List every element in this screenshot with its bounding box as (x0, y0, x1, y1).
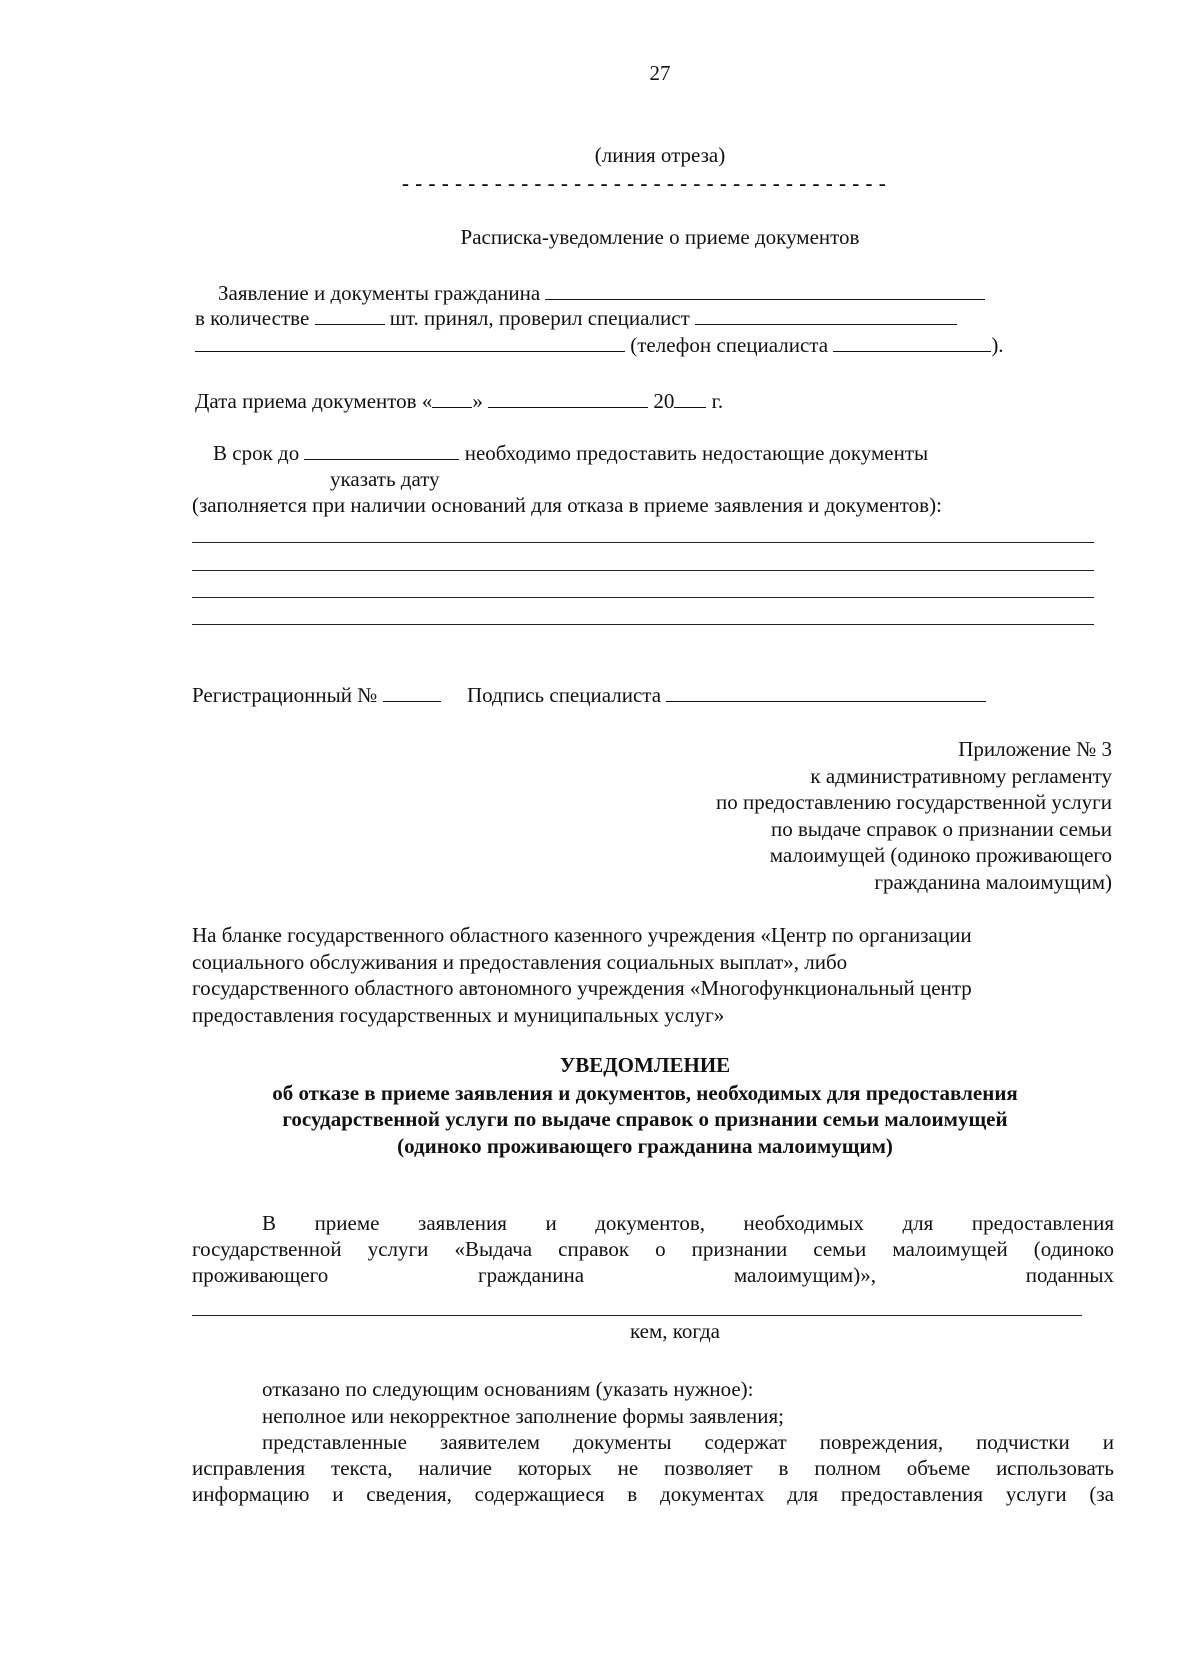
reason-blank-line-3[interactable] (192, 597, 1094, 598)
accepted-label: шт. принял, проверил специалист (389, 306, 690, 330)
notice-heading: УВЕДОМЛЕНИЕ (559, 1053, 731, 1077)
page-number: 27 (649, 61, 671, 85)
appendix-line: Приложение № 3 (958, 737, 1112, 761)
appendix-line: гражданина малоимущим) (874, 869, 1112, 894)
letterhead-line: государственного областного автономного учреждения «Многофункциональный центр (192, 976, 972, 1000)
appendix-line: к административному регламенту (810, 763, 1112, 788)
deadline-label: В срок до (213, 441, 300, 465)
receipt-line2 (195, 305, 957, 331)
reason-2-line-1: представленные заявителем документы содержат повреждения, подчистки и (262, 1430, 1114, 1454)
receipt-title: Расписка-уведомление о приеме документов (460, 225, 860, 249)
appendix-line: малоимущей (одиноко проживающего (769, 843, 1112, 867)
deadline-text: необходимо предоставить недостающие документы (464, 441, 929, 465)
reg-number-field[interactable] (383, 683, 441, 702)
notice-subheading-1: об отказе в приеме заявления и документов, необходимых для предоставления (272, 1081, 1018, 1105)
signature-label: Подпись специалиста (467, 683, 662, 707)
notice-subheading-3: (одиноко проживающего гражданина малоимущим) (397, 1134, 893, 1158)
date-quote-close: » (472, 389, 483, 413)
receipt-signature-line (192, 682, 986, 708)
letterhead-note (192, 922, 972, 1028)
notice-subheading-2: государственной услуги по выдаче справок о признании семьи малоимущей (282, 1107, 1008, 1131)
specialist-name-field[interactable] (195, 333, 625, 352)
letterhead-line: На бланке государственного областного казенного учреждения «Центр по организации (192, 923, 972, 947)
date-month-field[interactable] (488, 389, 648, 408)
quantity-label: в количестве (195, 306, 310, 330)
cut-line-label: (линия отреза) (594, 143, 726, 167)
reg-number-label: Регистрационный № (192, 683, 378, 707)
para1-line-3: проживающего гражданина малоимущим)», поданных (192, 1263, 1114, 1287)
specialist-field[interactable] (695, 306, 957, 325)
date-label: Дата приема документов « (195, 389, 433, 413)
deadline-hint: указать дату (330, 467, 440, 491)
reason-1: неполное или некорректное заполнение формы заявления; (262, 1404, 784, 1428)
receipt-line3 (195, 332, 1004, 358)
quantity-field[interactable] (315, 306, 385, 325)
letterhead-line: социального обслуживания и предоставления социальных выплат», либо (192, 949, 848, 974)
signature-field[interactable] (666, 683, 986, 702)
receipt-deadline-line (213, 440, 928, 466)
fill-note: (заполняется при наличии оснований для отказа в приеме заявления и документов): (192, 493, 942, 517)
who-when-hint: кем, когда (630, 1319, 720, 1343)
date-year-field[interactable] (674, 389, 706, 408)
date-day-field[interactable] (432, 389, 472, 408)
phone-label: (телефон специалиста (630, 333, 829, 357)
para1-line-1: В приеме заявления и документов, необходимых для предоставления (262, 1211, 1114, 1235)
receipt-line1 (218, 280, 985, 306)
receipt-citizen-label: Заявление и документы гражданина (218, 281, 541, 305)
letterhead-line: предоставления государственных и муниципальных услуг» (192, 1002, 725, 1027)
para1-line-2: государственной услуги «Выдача справок о признании семьи малоимущей (одиноко (192, 1237, 1114, 1261)
reason-blank-line-1[interactable] (192, 542, 1094, 543)
deadline-date-field[interactable] (304, 441, 459, 460)
appendix-line: по предоставлению государственной услуги (716, 790, 1112, 814)
reason-2-line-2: исправления текста, наличие которых не позволяет в полном объеме использовать (192, 1456, 1114, 1480)
date-year-prefix: 20 (653, 389, 675, 413)
reason-blank-line-4[interactable] (192, 624, 1094, 625)
citizen-name-field[interactable] (545, 281, 985, 300)
receipt-date-line (195, 388, 723, 414)
phone-close: ). (991, 333, 1004, 357)
date-year-suffix: г. (711, 389, 724, 413)
refusal-intro: отказано по следующим основаниям (указать нужное): (262, 1377, 754, 1401)
reason-blank-line-2[interactable] (192, 570, 1094, 571)
appendix-block (716, 736, 1112, 895)
appendix-line: по выдаче справок о признании семьи (771, 816, 1112, 841)
reason-2-line-3: информацию и сведения, содержащиеся в документах для предоставления услуги (за (192, 1482, 1114, 1506)
phone-field[interactable] (833, 333, 991, 352)
cut-line-dashes: - - - - - - - - - - - - - - - - - - - - - - - - - - - - - - - - - - - - - (402, 171, 887, 195)
who-when-field[interactable] (192, 1315, 1082, 1316)
